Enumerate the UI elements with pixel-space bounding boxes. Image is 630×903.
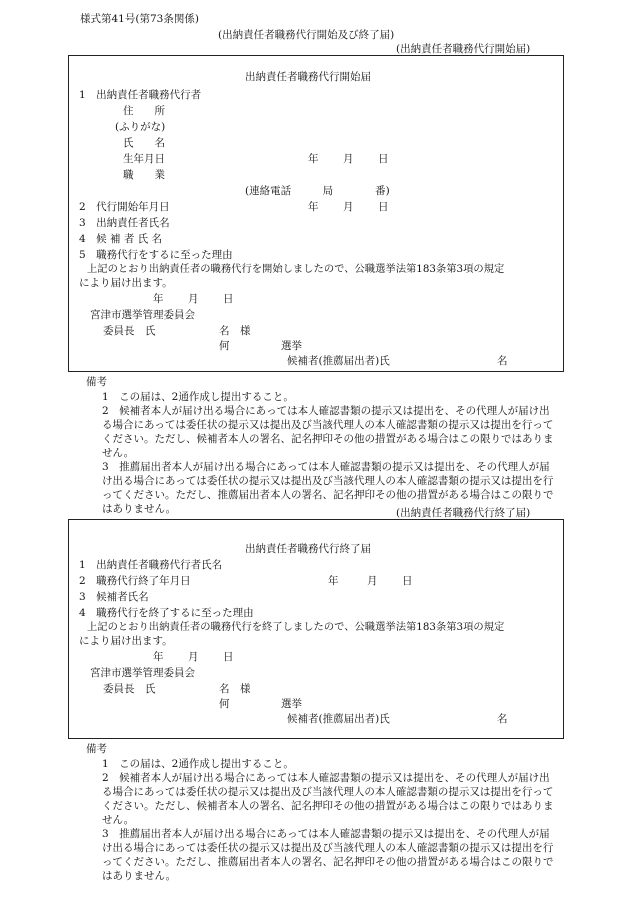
end-finish-month: 月 [367,575,378,587]
start-occupation-label: 職 業 [123,169,165,181]
start-item1: 1 出納責任者職務代行者 [79,89,202,101]
start-sign-month: 月 [188,293,199,305]
start-notice-box [68,55,564,372]
end-sign-day: 日 [223,651,234,663]
end-finish-day: 日 [402,575,413,587]
start-notice-title: 出納責任者職務代行開始届 [245,71,371,83]
form-number: 様式第41号(第73条関係) [80,13,199,25]
start-item4: 4 候 補 者 氏 名 [79,233,163,245]
start-address-label: 住 所 [123,105,165,117]
start-election-left: 何 [219,340,230,352]
end-body-line2: により届け出ます。 [79,635,173,647]
end-chair-left: 委員長 氏 [103,683,156,695]
note-2-2: 2 候補者本人が届け出る場合にあっては本人確認書類の提示又は提出を、その代理人が届け出る場合にあっては委任状の提示又は提出及び当該代理人の本人確認書類の提示又は提出を行ってください。ただし、候補者本人の署名、記名押印その他の措置がある場合はこの限りではありません。 [102,772,554,826]
note-1-1: 1 この届は、2通作成し提出すること。 [102,391,294,403]
start-birthdate-label: 生年月日 [123,153,165,165]
start-sign-year: 年 [153,293,164,305]
start-item2: 2 代行開始年月日 [79,201,170,213]
start-item3: 3 出納責任者氏名 [79,217,170,229]
start-body-line2: により届け出ます。 [79,277,173,289]
end-candidate-right: 名 [497,713,508,725]
start-birth-month: 月 [343,153,354,165]
end-section-label: (出納責任者職務代行終了届) [396,507,531,519]
end-notice-box [68,519,564,739]
start-furigana-label: (ふりがな) [115,121,166,133]
end-item4: 4 職務代行を終了するに至った理由 [79,607,254,619]
end-item1: 1 出納責任者職務代行者氏名 [79,559,223,571]
end-election-left: 何 [219,698,230,710]
start-chair-left: 委員長 氏 [103,325,156,337]
end-candidate-left: 候補者(推薦届出者)氏 [287,713,390,725]
start-section-label: (出納責任者職務代行開始届) [396,43,531,55]
note-2-3: 3 推薦届出者本人が届け出る場合にあっては本人確認書類の提示又は提出を、その代理人が届け出る場合にあっては委任状の提示又は提出及び当該代理人の本人確認書類の提示又は提出を行ってください。ただし、推薦届出者本人の署名、記名押印その他の措置がある場合はこの限りではありません。 [102,828,554,882]
start-committee: 宮津市選挙管理委員会 [90,309,195,321]
end-body-line1: 上記のとおり出納責任者の職務代行を終了しましたので、公職選挙法第183条第3項の規定 [87,621,505,633]
start-birth-day: 日 [378,153,389,165]
end-notice-title: 出納責任者職務代行終了届 [245,543,371,555]
end-finish-year: 年 [328,575,339,587]
end-chair-right: 名 様 [219,683,251,695]
end-item2: 2 職務代行終了年月日 [79,575,191,587]
start-birth-year: 年 [308,153,319,165]
end-sign-month: 月 [188,651,199,663]
end-sign-year: 年 [153,651,164,663]
end-item3: 3 候補者氏名 [79,591,149,603]
note-2-1: 1 この届は、2通作成し提出すること。 [102,758,294,770]
start-sign-day: 日 [223,293,234,305]
start-candidate-right: 名 [497,355,508,367]
start-begin-day: 日 [378,201,389,213]
form-title: (出納責任者職務代行開始及び終了届) [218,29,395,41]
notes-heading-2: 備考 [86,743,107,755]
end-election-right: 選挙 [281,698,302,710]
start-candidate-left: 候補者(推薦届出者)氏 [287,355,390,367]
note-1-3: 3 推薦届出者本人が届け出る場合にあっては本人確認書類の提示又は提出を、その代理人が届け出る場合にあっては委任状の提示又は提出及び当該代理人の本人確認書類の提示又は提出を行ってください。ただし、推薦届出者本人の署名、記名押印その他の措置がある場合はこの限りではありません。 [102,461,554,515]
start-name-label: 氏 名 [123,137,165,149]
start-body-line1: 上記のとおり出納責任者の職務代行を開始しましたので、公職選挙法第183条第3項の規定 [87,263,505,275]
note-1-2: 2 候補者本人が届け出る場合にあっては本人確認書類の提示又は提出を、その代理人が届け出る場合にあっては委任状の提示又は提出及び当該代理人の本人確認書類の提示又は提出を行ってください。ただし、候補者本人の署名、記名押印その他の措置がある場合はこの限りではありません。 [102,405,554,459]
start-begin-month: 月 [343,201,354,213]
start-begin-year: 年 [308,201,319,213]
start-item5: 5 職務代行をするに至った理由 [79,249,233,261]
start-election-right: 選挙 [281,340,302,352]
notes-heading-1: 備考 [86,376,107,388]
start-contact-phone: (連絡電話 局 番) [245,185,390,197]
start-chair-right: 名 様 [219,325,251,337]
end-committee: 宮津市選挙管理委員会 [90,667,195,679]
